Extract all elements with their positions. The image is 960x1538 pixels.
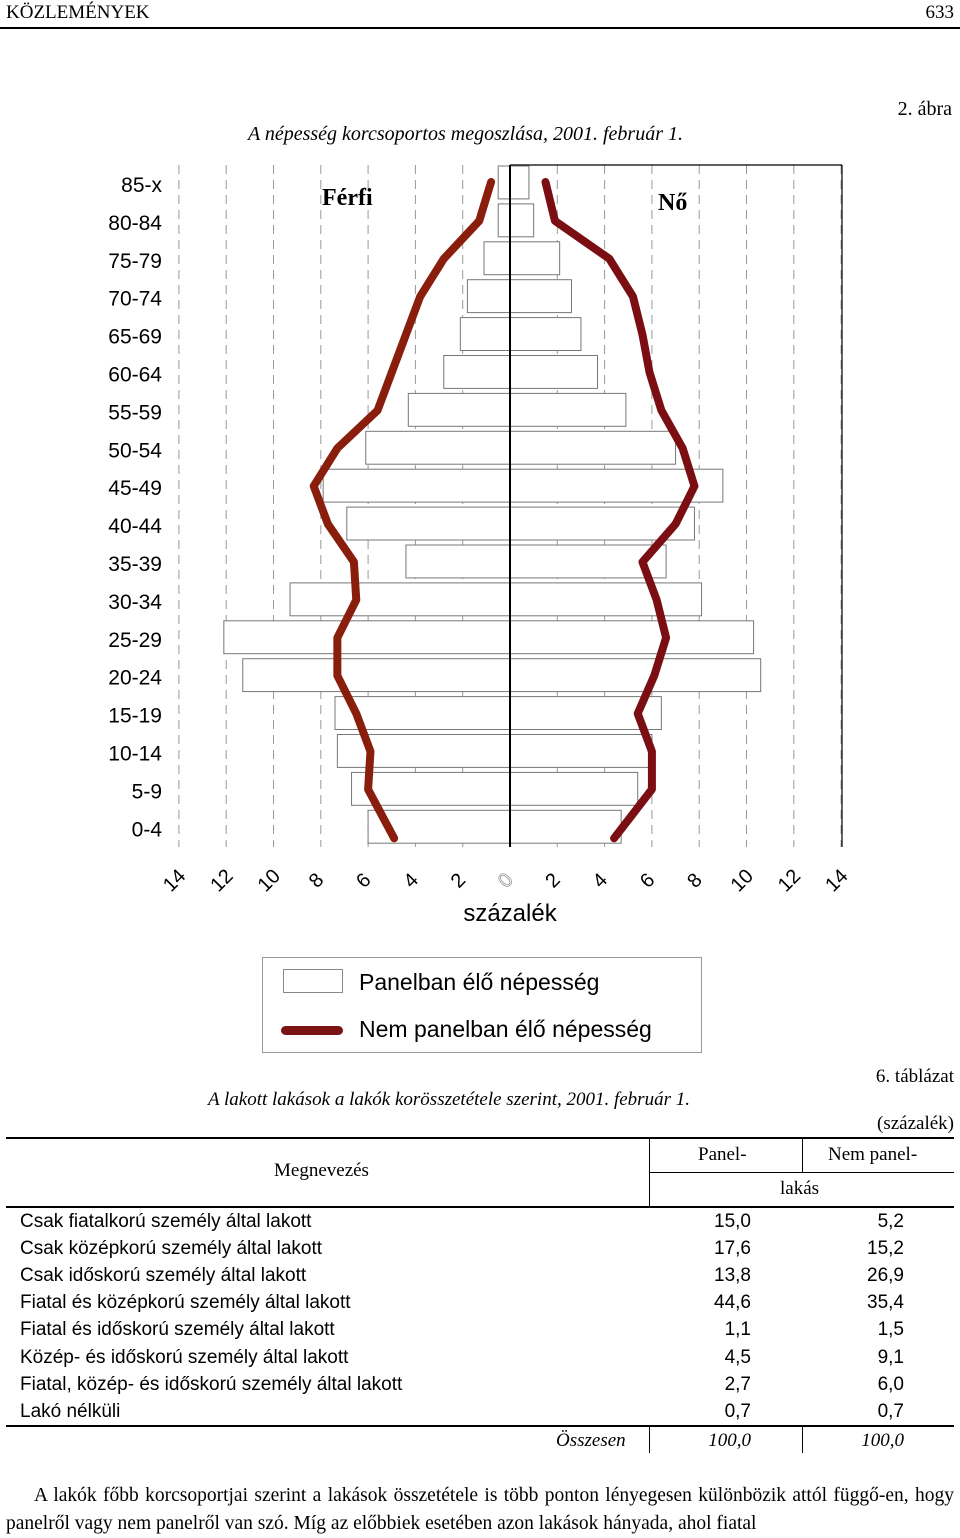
table-row-label: Csak időskorú személy által lakott [20,1265,307,1287]
chart-legend [262,957,702,1053]
table-row-label: Lakó nélküli [20,1400,121,1422]
age-group-label: 65-69 [108,325,162,349]
header-rule [0,27,960,29]
table-row-label: Csak fiatalkorú személy által lakott [20,1211,312,1232]
age-group-label: 45-49 [108,477,162,501]
table-number: 6. táblázat [875,1066,954,1087]
table-row-nonpanel-value: 35,4 [867,1292,904,1314]
col-header-nonpanel: Nem panel- [828,1144,918,1165]
table-row-panel-value: 4,5 [724,1346,751,1368]
bar-panel-female [510,659,761,692]
table-header-divider-1 [649,1139,650,1207]
x-tick-label: 4 [399,869,423,893]
bar-panel-female [510,810,621,843]
bar-panel-male [224,621,510,654]
bar-panel-female [510,393,626,426]
page-number: 633 [925,2,954,23]
male-label: Férfi [322,185,373,211]
bar-panel-male [467,280,510,313]
age-group-label: 70-74 [108,287,162,311]
bar-panel-male [484,242,510,275]
x-tick-label: 12 [206,865,238,897]
x-tick-label: 2 [541,869,565,893]
legend-swatch-panel [283,969,343,993]
col-header-panel: Panel- [698,1144,747,1165]
x-tick-label: 14 [159,865,191,897]
bar-panel-female [510,280,571,313]
bar-panel-male [460,318,510,351]
bar-panel-male [406,545,510,578]
table-row-label: Közép- és időskorú személy által lakott [20,1346,349,1368]
age-group-label: 0-4 [131,818,162,842]
table-title: A lakott lakások a lakók korösszetétele szerint, 2001. február 1. [208,1089,690,1110]
bar-panel-female [510,431,676,464]
age-group-label: 20-24 [108,666,162,690]
table-row-nonpanel-value: 9,1 [877,1346,904,1368]
table-row-nonpanel-value: 0,7 [877,1400,904,1422]
table-total-rule [6,1425,954,1427]
bar-panel-female [510,583,702,616]
x-tick-label: 2 [446,869,471,893]
age-group-label: 40-44 [108,515,162,539]
table-row-panel-value: 0,7 [724,1400,751,1422]
body-paragraph: A lakók főbb korcsoportjai szerint a lakások összetétele is több ponton lényegesen különbözik attól függő-en, hogy panelről vagy nem panelről van szó. Míg az előbbiek esetében azon lakások hányada, ahol fiatal [6,1485,954,1534]
x-tick-label: 8 [683,869,707,893]
age-group-label: 55-59 [108,401,162,425]
age-group-label: 80-84 [108,211,162,235]
table-row-panel-value: 2,7 [724,1373,751,1395]
table-unit: (százalék) [877,1113,954,1134]
bar-panel-male [444,356,510,389]
bar-panel-female [510,772,638,805]
bar-panel-male [498,204,510,237]
table-total-divider-1 [649,1427,650,1453]
bar-panel-male [243,659,510,692]
table-row-nonpanel-value: 5,2 [877,1211,904,1232]
figure-number: 2. ábra [897,98,952,120]
x-tick-label: 14 [821,865,853,897]
age-group-label: 85-x [121,174,162,197]
table-row-label: Csak középkorú személy által lakott [20,1238,323,1260]
table-row-panel-value: 15,0 [714,1211,751,1232]
age-group-label: 10-14 [108,742,162,766]
table-row-panel-value: 17,6 [714,1238,751,1260]
x-tick-label: 6 [635,869,660,893]
bar-panel-female [510,621,754,654]
table-row-panel-value: 13,8 [714,1265,751,1287]
bar-panel-female [510,242,560,275]
section-title: KÖZLEMÉNYEK [6,2,150,23]
total-panel: 100,0 [708,1430,751,1451]
table-row-label: Fiatal és időskorú személy által lakott [20,1319,335,1341]
bar-panel-female [510,204,534,237]
figure-title: A népesség korcsoportos megoszlása, 2001. február 1. [248,123,683,145]
col-header-name: Megnevezés [274,1160,369,1181]
total-label: Összesen [556,1430,626,1451]
x-tick-label: 4 [588,869,613,893]
table-row-nonpanel-value: 15,2 [867,1238,904,1260]
legend-label-nonpanel: Nem panelban élő népesség [359,1016,652,1042]
table-total-divider-2 [802,1427,803,1453]
table-row-nonpanel-value: 1,5 [877,1319,904,1341]
age-group-label: 30-34 [108,590,162,614]
legend-label-panel: Panelban élő népesség [359,969,600,995]
bar-panel-male [347,507,510,540]
population-pyramid-chart [0,150,960,910]
age-group-label: 60-64 [108,363,162,387]
table-row-nonpanel-value: 26,9 [867,1265,904,1287]
x-tick-label: 12 [773,865,806,897]
age-group-label: 50-54 [108,439,162,463]
bar-panel-male [408,393,510,426]
legend-swatch-nonpanel [281,1026,343,1035]
age-group-label: 5-9 [131,780,162,804]
table-top-rule [6,1137,954,1139]
table-row-label: Fiatal, közép- és időskorú személy által lakott [20,1373,403,1395]
bar-panel-male [323,469,510,502]
table-header-bottom-rule [6,1206,954,1208]
age-group-label: 75-79 [108,249,162,273]
age-group-label: 25-29 [108,628,162,652]
x-tick-label: 10 [726,865,758,897]
col-header-sub: lakás [780,1178,820,1199]
x-tick-label: 0 [494,869,518,893]
table-row-label: Fiatal és középkorú személy által lakott [20,1292,351,1314]
x-tick-label: 8 [304,869,329,893]
x-tick-label: 6 [352,869,376,893]
table-row-panel-value: 44,6 [714,1292,751,1314]
bar-panel-female [510,356,598,389]
table-row-panel-value: 1,1 [724,1319,751,1341]
bar-panel-male [498,166,510,199]
table-header-mid-rule [649,1172,954,1173]
age-group-label: 35-39 [108,553,162,576]
bar-panel-male [366,431,510,464]
x-tick-label: 10 [253,865,285,897]
bar-panel-female [510,166,529,199]
age-group-label: 15-19 [108,704,162,728]
total-nonpanel: 100,0 [861,1430,904,1451]
bar-panel-female [510,318,581,351]
bar-panel-male [290,583,510,616]
table-header-divider-2 [802,1139,803,1172]
x-axis-title: százalék [463,900,557,927]
table-row-nonpanel-value: 6,0 [877,1373,904,1395]
bar-panel-female [510,735,652,768]
female-label: Nő [658,190,688,216]
